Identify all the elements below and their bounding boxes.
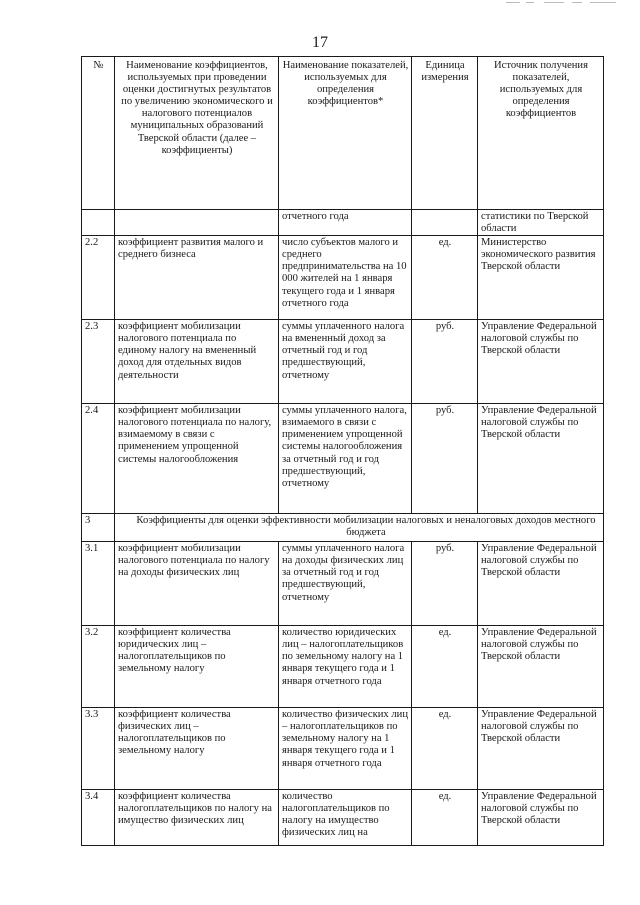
row-unit: руб.	[412, 320, 478, 404]
row-unit: ед.	[412, 708, 478, 790]
section-row	[82, 514, 604, 542]
row-source: статистики по Тверской области	[478, 210, 604, 236]
header-indicator-name: Наименование показателей, используемых для определения коэффициентов*	[279, 57, 412, 210]
table-row	[82, 626, 604, 708]
row-unit: ед.	[412, 236, 478, 320]
table-row	[82, 210, 604, 236]
row-source: Министерство экономического развития Тверской области	[478, 236, 604, 320]
header-unit: Единица измерения	[412, 57, 478, 210]
row-source: Управление Федеральной налоговой службы по Тверской области	[478, 708, 604, 790]
row-unit: руб.	[412, 404, 478, 514]
row-indicator: количество юридических лиц – налогоплательщиков по земельному налогу на 1 января текущего года и 1 января отчетного года	[279, 626, 412, 708]
row-num: 2.4	[82, 404, 115, 514]
row-indicator: отчетного года	[279, 210, 412, 236]
row-coefficient: коэффициент количества налогоплательщиков по налогу на имущество физических лиц	[115, 790, 279, 846]
row-num	[82, 210, 115, 236]
row-unit	[412, 210, 478, 236]
row-source: Управление Федеральной налоговой службы по Тверской области	[478, 404, 604, 514]
table-row	[82, 236, 604, 320]
header-num: №	[82, 57, 115, 210]
row-coefficient: коэффициент мобилизации налогового потенциала по налогу, взимаемому в связи с применением упрощенной системы налогообложения	[115, 404, 279, 514]
row-source: Управление Федеральной налоговой службы по Тверской области	[478, 790, 604, 846]
header-coefficient-name: Наименование коэффициентов, используемых при проведении оценки достигнутых результатов по увеличению экономического и налогового потенциалов муниципальных образований Тверской области (далее – коэффициенты)	[115, 57, 279, 210]
row-source: Управление Федеральной налоговой службы по Тверской области	[478, 542, 604, 626]
scan-artifact	[468, 0, 640, 6]
section-title: Коэффициенты для оценки эффективности мобилизации налоговых и неналоговых доходов местного бюджета	[115, 514, 604, 542]
row-indicator: суммы уплаченного налога, взимаемого в связи с применением упрощенной системы налогообложения за отчетный год и год предшествующий, отчетному	[279, 404, 412, 514]
row-coefficient: коэффициент мобилизации налогового потенциала по налогу на доходы физических лиц	[115, 542, 279, 626]
row-indicator: суммы уплаченного налога на вмененный доход за отчетный год и год предшествующий, отчетному	[279, 320, 412, 404]
row-source: Управление Федеральной налоговой службы по Тверской области	[478, 320, 604, 404]
row-indicator: количество налогоплательщиков по налогу на имущество физических лиц на	[279, 790, 412, 846]
row-source: Управление Федеральной налоговой службы по Тверской области	[478, 626, 604, 708]
row-indicator: количество физических лиц – налогоплательщиков по земельному налогу на 1 января текущего года и 1 января отчетного года	[279, 708, 412, 790]
table-row	[82, 320, 604, 404]
row-coefficient: коэффициент мобилизации налогового потенциала по единому налогу на вмененный доход для отдельных видов деятельности	[115, 320, 279, 404]
row-unit: руб.	[412, 542, 478, 626]
row-unit: ед.	[412, 626, 478, 708]
table-row	[82, 542, 604, 626]
row-coefficient: коэффициент развития малого и среднего бизнеса	[115, 236, 279, 320]
table-row	[82, 404, 604, 514]
row-coefficient: коэффициент количества физических лиц – налогоплательщиков по земельному налогу	[115, 708, 279, 790]
row-num: 3.2	[82, 626, 115, 708]
row-indicator: число субъектов малого и среднего предпринимательства на 10 000 жителей на 1 января текущего года и 1 января отчетного года	[279, 236, 412, 320]
header-source: Источник получения показателей, используемых для определения коэффициентов	[478, 57, 604, 210]
row-coefficient: коэффициент количества юридических лиц – налогоплательщиков по земельному налогу	[115, 626, 279, 708]
coefficients-table	[81, 56, 604, 846]
table-row	[82, 708, 604, 790]
row-num: 3.4	[82, 790, 115, 846]
page-number: 17	[312, 34, 328, 51]
table-header-row	[82, 57, 604, 210]
row-num: 2.2	[82, 236, 115, 320]
row-num: 3.1	[82, 542, 115, 626]
row-indicator: суммы уплаченного налога на доходы физических лиц за отчетный год и год предшествующий, отчетному	[279, 542, 412, 626]
row-num: 3.3	[82, 708, 115, 790]
table-row	[82, 790, 604, 846]
row-num: 2.3	[82, 320, 115, 404]
row-coefficient	[115, 210, 279, 236]
row-unit: ед.	[412, 790, 478, 846]
section-num: 3	[82, 514, 115, 542]
